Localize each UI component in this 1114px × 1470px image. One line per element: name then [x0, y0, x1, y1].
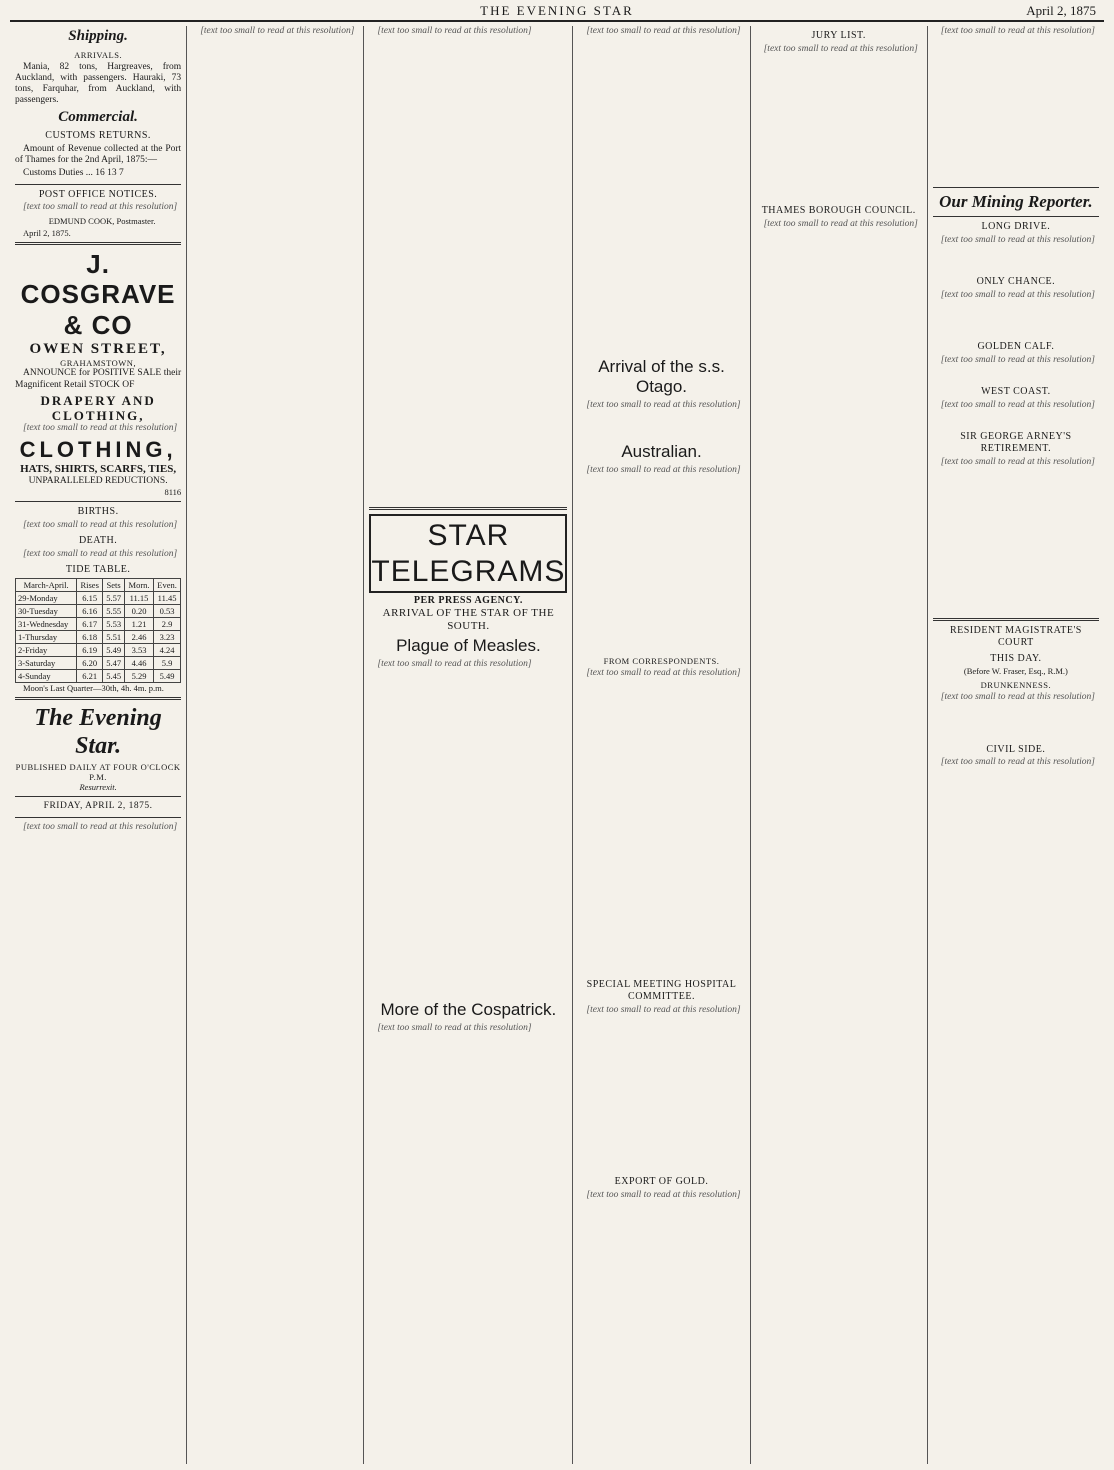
- masthead: [10, 0, 1104, 22]
- tide-cell: 11.45: [153, 591, 180, 604]
- divider: [369, 507, 567, 510]
- tide-column-header: Rises: [77, 578, 103, 591]
- advert-town: GRAHAMSTOWN,: [60, 358, 137, 369]
- post-office-date: April 2, 1875.: [23, 227, 71, 238]
- plague-text: [text too small to read at this resolution]: [377, 658, 532, 669]
- drunkenness-heading: DRUNKENNESS.: [980, 680, 1052, 691]
- civil-side-text: [text too small to read at this resolution]: [940, 757, 1095, 768]
- borough-council-heading: THAMES BOROUGH COUNCIL.: [761, 205, 916, 216]
- arney-retirement-text: [text too small to read at this resolution]: [940, 456, 1095, 467]
- court-heading: RESIDENT MAGISTRATE'S COURT: [949, 625, 1082, 648]
- tide-column-header: Morn.: [125, 578, 154, 591]
- advert-clothing: CLOTHING,: [19, 436, 177, 462]
- tide-cell: 2-Friday: [16, 643, 77, 656]
- tide-column-header: Even.: [153, 578, 180, 591]
- tide-row: [16, 604, 181, 617]
- customs-text: Amount of Revenue collected at the Port of Thames for the 2nd April, 1875:—: [15, 144, 182, 166]
- gold-export-heading: EXPORT OF GOLD.: [614, 1175, 709, 1187]
- dateline: FRIDAY, APRIL 2, 1875.: [43, 801, 153, 812]
- columns: [10, 26, 1104, 1464]
- correspondents-text: [text too small to read at this resolution]: [586, 667, 741, 678]
- column-5: [750, 26, 927, 1464]
- tide-cell: 31-Wednesday: [16, 617, 77, 630]
- column-3-upper-text: [text too small to read at this resolution]: [377, 26, 532, 36]
- tide-cell: 1.21: [125, 617, 154, 630]
- west-coast-heading: WEST COAST.: [981, 386, 1051, 398]
- cospatrick-heading: More of the Cospatrick.: [380, 999, 557, 1019]
- motto: Resurrexit.: [79, 782, 117, 793]
- column-6-upper-text: [text too small to read at this resolution]: [940, 26, 1095, 36]
- plague-heading: Plague of Measles.: [396, 635, 541, 655]
- tide-cell: 5.49: [103, 643, 125, 656]
- borough-council-text: [text too small to read at this resolution]: [763, 218, 918, 229]
- gold-export-text: [text too small to read at this resolution]: [586, 1189, 741, 1200]
- tide-cell: 6.15: [77, 591, 103, 604]
- tide-row: [16, 591, 181, 604]
- jury-list-text: [text too small to read at this resolution]: [763, 43, 918, 54]
- advert-announce: ANNOUNCE for POSITIVE SALE their Magnificent Retail STOCK OF: [15, 368, 182, 390]
- tide-cell: 3-Saturday: [16, 656, 77, 669]
- civil-side-heading: CIVIL SIDE.: [986, 743, 1046, 755]
- divider: [15, 501, 181, 502]
- tide-cell: 5.45: [103, 669, 125, 682]
- drunkenness-text: [text too small to read at this resolution]: [940, 692, 1095, 703]
- death-heading: DEATH.: [78, 534, 118, 546]
- published-line: PUBLISHED DAILY AT FOUR O'CLOCK P.M.: [15, 762, 181, 783]
- column-4: [572, 26, 749, 1464]
- column-2-text: [text too small to read at this resolution]: [200, 26, 355, 36]
- only-chance-text: [text too small to read at this resolution]: [940, 290, 1095, 301]
- customs-line: Customs Duties ... 16 13 7: [23, 168, 124, 179]
- leader-article: [text too small to read at this resolution]: [23, 821, 178, 832]
- divider: [15, 796, 181, 797]
- divider: [933, 187, 1099, 188]
- otago-text: [text too small to read at this resolution]: [586, 400, 741, 411]
- tide-cell: 6.17: [77, 617, 103, 630]
- column-2: [186, 26, 363, 1464]
- column-4-upper-text: [text too small to read at this resolution]: [586, 26, 741, 36]
- divider: [15, 242, 181, 245]
- tide-cell: 6.19: [77, 643, 103, 656]
- tide-cell: 5.53: [103, 617, 125, 630]
- post-office-heading: POST OFFICE NOTICES.: [38, 188, 158, 200]
- otago-heading: Arrival of the s.s. Otago.: [598, 357, 725, 397]
- postmaster-signature: EDMUND COOK, Postmaster.: [48, 215, 156, 226]
- advert-stock-list: [text too small to read at this resolution]: [23, 423, 178, 434]
- arney-retirement-heading: SIR GEORGE ARNEY'S RETIREMENT.: [960, 431, 1072, 455]
- tide-row: [16, 643, 181, 656]
- tide-row: [16, 617, 181, 630]
- tide-cell: 0.20: [125, 604, 154, 617]
- tide-cell: 6.21: [77, 669, 103, 682]
- customs-heading: CUSTOMS RETURNS.: [45, 130, 151, 142]
- column-1: [10, 26, 186, 1464]
- correspondents-heading: FROM CORRESPONDENTS.: [603, 655, 720, 666]
- australian-heading: Australian.: [621, 441, 702, 461]
- commercial-heading: Commercial.: [58, 108, 138, 125]
- tide-cell: 5.47: [103, 656, 125, 669]
- tide-row: [16, 630, 181, 643]
- divider: [15, 697, 181, 700]
- arrival-heading: ARRIVAL OF THE STAR OF THE SOUTH.: [382, 606, 555, 632]
- australian-text: [text too small to read at this resolution]: [586, 464, 741, 475]
- issue-date: April 2, 1875: [1026, 3, 1096, 18]
- tide-row: [16, 669, 181, 682]
- tide-cell: 3.53: [125, 643, 154, 656]
- advert-firm-name: J. COSGRAVE & CO: [20, 248, 176, 340]
- column-6: [927, 26, 1104, 1464]
- tide-cell: 6.16: [77, 604, 103, 617]
- tide-cell: 6.20: [77, 656, 103, 669]
- arrivals-text: Mania, 82 tons, Hargreaves, from Auckland, with passengers. Hauraki, 73 tons, Farquhar, from Auckland, with passengers.: [15, 61, 182, 106]
- cospatrick-text: [text too small to read at this resolution]: [377, 1023, 532, 1034]
- tide-cell: 2.9: [153, 617, 180, 630]
- divider: [15, 184, 181, 185]
- before-magistrate: (Before W. Fraser, Esq., R.M.): [963, 666, 1068, 677]
- golden-calf-heading: GOLDEN CALF.: [977, 341, 1055, 353]
- press-agency: PER PRESS AGENCY.: [413, 594, 523, 606]
- post-office-text: [text too small to read at this resolution]: [23, 202, 178, 213]
- tide-table-heading: TIDE TABLE.: [65, 563, 131, 575]
- tide-cell: 29-Monday: [16, 591, 77, 604]
- tide-cell: 1-Thursday: [16, 630, 77, 643]
- hospital-heading: SPECIAL MEETING HOSPITAL COMMITTEE.: [586, 978, 737, 1002]
- divider: [933, 618, 1099, 621]
- paper-masthead-title: THE EVENING STAR: [480, 3, 634, 18]
- advert-street: OWEN STREET,: [29, 340, 167, 357]
- advert-number: 8116: [164, 486, 182, 497]
- hospital-text: [text too small to read at this resolution]: [586, 1004, 741, 1015]
- column-3: [363, 26, 572, 1464]
- tide-cell: 4.46: [125, 656, 154, 669]
- jury-list-heading: JURY LIST.: [811, 30, 866, 41]
- divider: [933, 216, 1099, 217]
- only-chance-heading: ONLY CHANCE.: [976, 276, 1056, 288]
- mining-reporter-heading: Our Mining Reporter.: [939, 192, 1093, 212]
- long-drive-text: [text too small to read at this resolution]: [940, 235, 1095, 246]
- arrivals-heading: ARRIVALS.: [74, 49, 123, 60]
- star-telegrams-title: STAR TELEGRAMS: [369, 514, 567, 593]
- tide-row: [16, 656, 181, 669]
- long-drive-heading: LONG DRIVE.: [981, 221, 1051, 233]
- this-day-heading: THIS DAY.: [990, 652, 1042, 664]
- births-text: [text too small to read at this resolution]: [23, 519, 178, 530]
- tide-cell: 3.23: [153, 630, 180, 643]
- tide-cell: 5.9: [153, 656, 180, 669]
- tide-cell: 30-Tuesday: [16, 604, 77, 617]
- tide-cell: 4.24: [153, 643, 180, 656]
- advert-hats: HATS, SHIRTS, SCARFS, TIES,: [20, 462, 177, 475]
- advert-reductions: UNPARALLELED REDUCTIONS.: [28, 475, 168, 486]
- tide-cell: 5.51: [103, 630, 125, 643]
- divider: [15, 817, 181, 818]
- shipping-heading: Shipping.: [68, 28, 128, 44]
- births-heading: BIRTHS.: [77, 505, 119, 517]
- tide-cell: 5.49: [153, 669, 180, 682]
- tide-cell: 5.29: [125, 669, 154, 682]
- tide-column-header: Sets: [103, 578, 125, 591]
- tide-cell: 2.46: [125, 630, 154, 643]
- tide-cell: 0.53: [153, 604, 180, 617]
- tide-cell: 5.57: [103, 591, 125, 604]
- advert-drapery: DRAPERY AND CLOTHING,: [40, 392, 156, 424]
- tide-cell: 4-Sunday: [16, 669, 77, 682]
- death-text: [text too small to read at this resolution]: [23, 548, 178, 559]
- tide-table: [15, 578, 181, 683]
- tide-cell: 6.18: [77, 630, 103, 643]
- golden-calf-text: [text too small to read at this resolution]: [940, 355, 1095, 366]
- tide-column-header: March-April.: [16, 578, 77, 591]
- moon-line: Moon's Last Quarter—30th, 4h. 4m. p.m.: [23, 682, 164, 693]
- tide-cell: 5.55: [103, 604, 125, 617]
- tide-cell: 11.15: [125, 591, 154, 604]
- west-coast-text: [text too small to read at this resolution]: [940, 400, 1095, 411]
- paper-title: The Evening Star.: [34, 704, 162, 760]
